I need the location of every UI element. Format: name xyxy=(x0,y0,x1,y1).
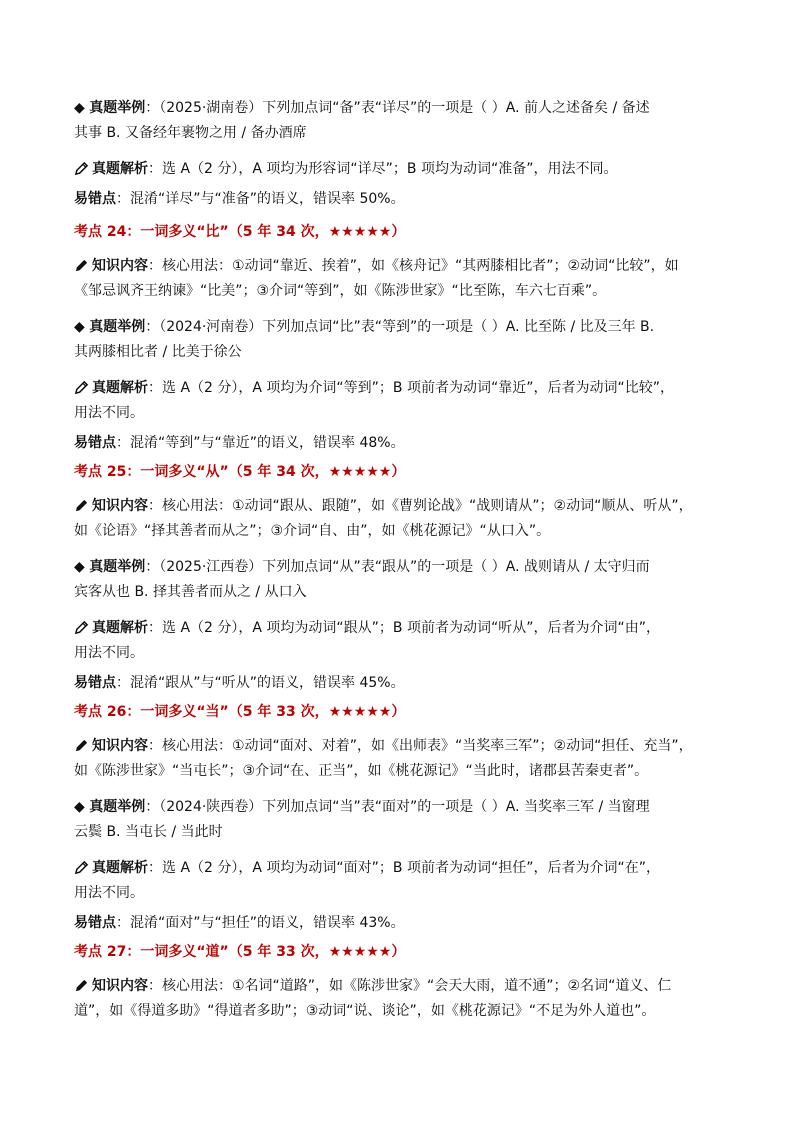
section-heading: 考点 26：一词多义“当”（5 年 33 次，★★★★★） xyxy=(74,704,406,720)
example-line-2: 其两膝相比者 / 比美于徐公 xyxy=(74,344,242,360)
analysis-line: 真题解析：选 A（2 分），A 项均为动词“跟从”；B 项前者为动词“听从”，后者为介词“由”， xyxy=(74,616,734,640)
error-line: 易错点：混淆“面对”与“担任”的语义，错误率 43%。 xyxy=(74,915,405,931)
error-line: 易错点：混淆“等到”与“靠近”的语义，错误率 48%。 xyxy=(74,435,405,451)
analysis-label: 真题解析 xyxy=(92,380,148,396)
pen-icon xyxy=(74,974,92,998)
example-line: ◆ 真题举例：（2024·河南卷）下列加点词“比”表“等到”的一项是（ ）A. 比至陈 / 比及三年 B. xyxy=(74,319,655,335)
analysis-line-2: 用法不同。 xyxy=(74,885,144,901)
knowledge-line: 知识内容：核心用法：①动词“面对、对着”，如《出师表》“当奖率三军”；②动词“担任、充当”， xyxy=(74,734,734,758)
section-heading: 考点 25：一词多义“从”（5 年 34 次，★★★★★） xyxy=(74,464,406,480)
error-line: 易错点：混淆“详尽”与“准备”的语义，错误率 50%。 xyxy=(74,191,405,207)
pencil-icon xyxy=(74,616,92,640)
section-heading: 考点 24：一词多义“比”（5 年 34 次，★★★★★） xyxy=(74,224,406,240)
analysis-label: 真题解析 xyxy=(92,161,148,177)
pencil-icon xyxy=(74,856,92,880)
example-line-2: 云鬓 B. 当屯长 / 当此时 xyxy=(74,824,223,840)
example-label: 真题举例 xyxy=(89,100,146,116)
knowledge-label: 知识内容 xyxy=(92,258,148,274)
knowledge-label: 知识内容 xyxy=(92,978,148,994)
knowledge-line: 知识内容：核心用法：①动词“靠近、挨着”，如《核舟记》“其两膝相比者”；②动词“比较”，如 xyxy=(74,254,734,278)
error-label: 易错点 xyxy=(74,191,116,207)
knowledge-line-2: 道”，如《得道多助》“得道者多助”；③动词“说、谈论”，如《桃花源记》“不足为外人道也”。 xyxy=(74,1003,656,1019)
diamond-icon: ◆ xyxy=(74,100,90,116)
pen-icon xyxy=(74,254,92,278)
pen-icon xyxy=(74,494,92,518)
analysis-line: 真题解析：选 A（2 分），A 项均为介词“等到”；B 项前者为动词“靠近”，后者为动词“比较”， xyxy=(74,376,734,400)
analysis-label: 真题解析 xyxy=(92,620,148,636)
example-line-2: 其事 B. 又备经年裹物之用 / 备办酒席 xyxy=(74,125,307,141)
knowledge-line: 知识内容：核心用法：①动词“跟从、跟随”，如《曹刿论战》“战则请从”；②动词“顺从、听从”， xyxy=(74,494,734,518)
analysis-label: 真题解析 xyxy=(92,860,148,876)
error-label: 易错点 xyxy=(74,915,116,931)
example-label: 真题举例 xyxy=(89,799,146,815)
knowledge-line: 知识内容：核心用法：①名词“道路”，如《陈涉世家》“会天大雨，道不通”；②名词“道义、仁 xyxy=(74,974,734,998)
example-line: ◆ 真题举例：（2025·湖南卷）下列加点词“备”表“详尽”的一项是（ ）A. 前人之述备矣 / 备述 xyxy=(74,100,650,116)
example-line: ◆ 真题举例：（2025·江西卷）下列加点词“从”表“跟从”的一项是（ ）A. 战则请从 / 太守归而 xyxy=(74,559,650,575)
analysis-line: 真题解析：选 A（2 分），A 项均为形容词“详尽”；B 项均为动词“准备”，用法不同。 xyxy=(74,157,734,181)
example-label: 真题举例 xyxy=(89,559,146,575)
error-label: 易错点 xyxy=(74,435,116,451)
diamond-icon: ◆ xyxy=(74,319,90,335)
error-line: 易错点：混淆“跟从”与“听从”的语义，错误率 45%。 xyxy=(74,675,405,691)
example-label: 真题举例 xyxy=(89,319,146,335)
analysis-line-2: 用法不同。 xyxy=(74,405,144,421)
knowledge-line-2: 《邹忌讽齐王纳谏》“比美”；③介词“等到”，如《陈涉世家》“比至陈，车六七百乘”。 xyxy=(74,283,607,299)
diamond-icon: ◆ xyxy=(74,559,90,575)
pen-icon xyxy=(74,734,92,758)
analysis-line-2: 用法不同。 xyxy=(74,645,144,661)
analysis-line: 真题解析：选 A（2 分），A 项均为动词“面对”；B 项前者为动词“担任”，后者为介词“在”， xyxy=(74,856,734,880)
knowledge-line-2: 如《论语》“择其善者而从之”；③介词“自、由”，如《桃花源记》“从口入”。 xyxy=(74,523,551,539)
error-label: 易错点 xyxy=(74,675,116,691)
section-heading: 考点 27：一词多义“道”（5 年 33 次，★★★★★） xyxy=(74,944,406,960)
diamond-icon: ◆ xyxy=(74,799,90,815)
knowledge-label: 知识内容 xyxy=(92,498,148,514)
example-line: ◆ 真题举例：（2024·陕西卷）下列加点词“当”表“面对”的一项是（ ）A. 当奖率三军 / 当窗理 xyxy=(74,799,650,815)
pencil-icon xyxy=(74,157,92,181)
knowledge-line-2: 如《陈涉世家》“当屯长”；③介词“在、正当”，如《桃花源记》“当此时，诸郡县苦秦吏者”。 xyxy=(74,763,649,779)
example-line-2: 宾客从也 B. 择其善者而从之 / 从口入 xyxy=(74,584,307,600)
knowledge-label: 知识内容 xyxy=(92,738,148,754)
pencil-icon xyxy=(74,376,92,400)
